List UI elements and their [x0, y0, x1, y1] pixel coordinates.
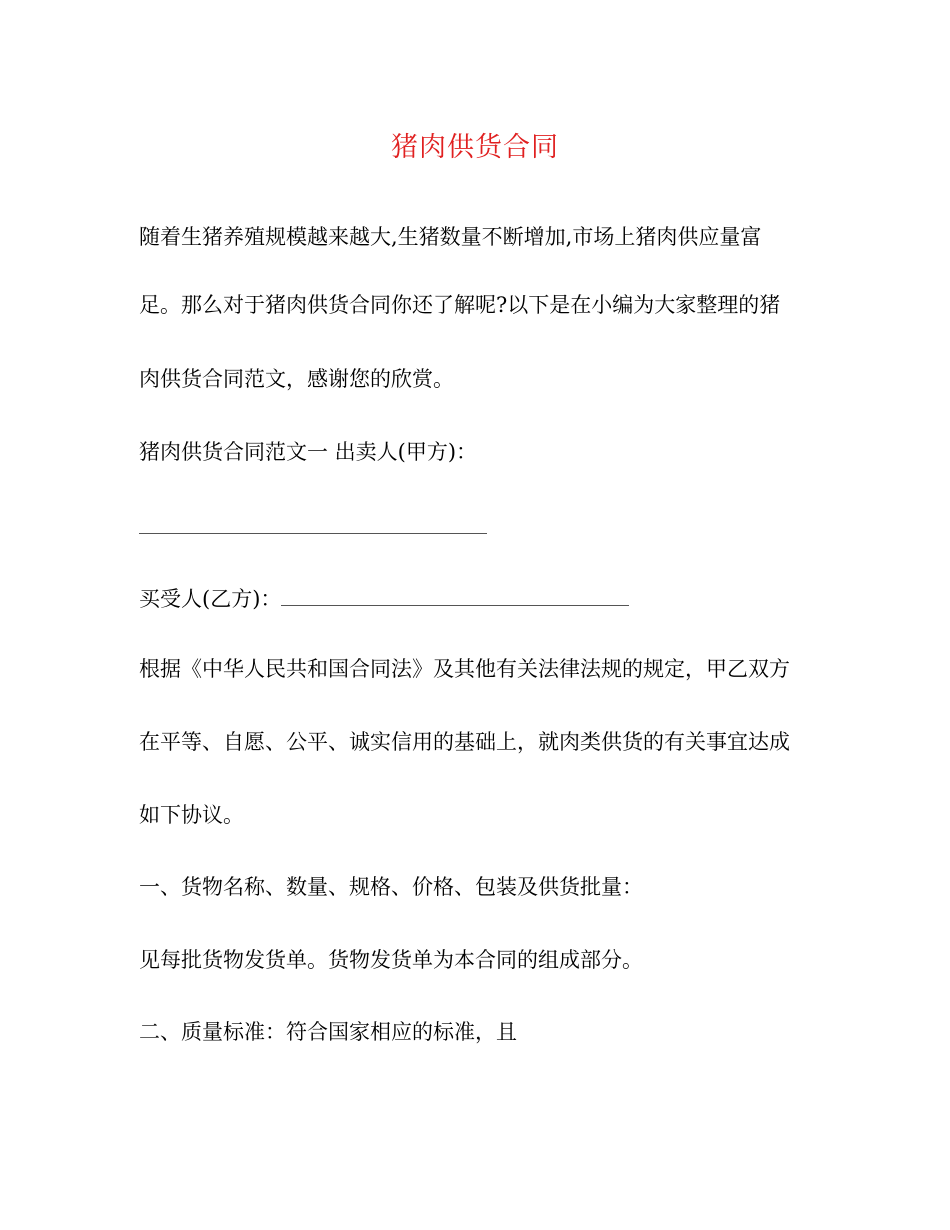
buyer-blank-line [281, 585, 629, 606]
section1-heading: 一、货物名称、数量、规格、价格、包装及供货批量： [139, 875, 643, 899]
seller-label: 猪肉供货合同范文一 出卖人(甲方)： [139, 440, 478, 464]
basis-line-1: 根据《中华人民共和国合同法》及其他有关法律法规的规定，甲乙双方 [139, 657, 790, 681]
buyer-line [139, 583, 629, 615]
seller-blank-line [139, 533, 487, 534]
intro-line-1: 随着生猪养殖规模越来越大,生猪数量不断增加,市场上猪肉供应量富 [139, 225, 762, 249]
section2-heading: 二、质量标准：符合国家相应的标准，且 [139, 1020, 517, 1044]
intro-line-3: 肉供货合同范文，感谢您的欣赏。 [139, 367, 454, 391]
buyer-label: 买受人(乙方)： [139, 587, 282, 611]
basis-line-3: 如下协议。 [139, 803, 244, 827]
section1-body: 见每批货物发货单。货物发货单为本合同的组成部分。 [139, 948, 643, 972]
basis-line-2: 在平等、自愿、公平、诚实信用的基础上，就肉类供货的有关事宜达成 [139, 730, 790, 754]
intro-line-2: 足。那么对于猪肉供货合同你还了解呢?以下是在小编为大家整理的猪 [139, 293, 781, 317]
document-title: 猪肉供货合同 [391, 132, 559, 163]
